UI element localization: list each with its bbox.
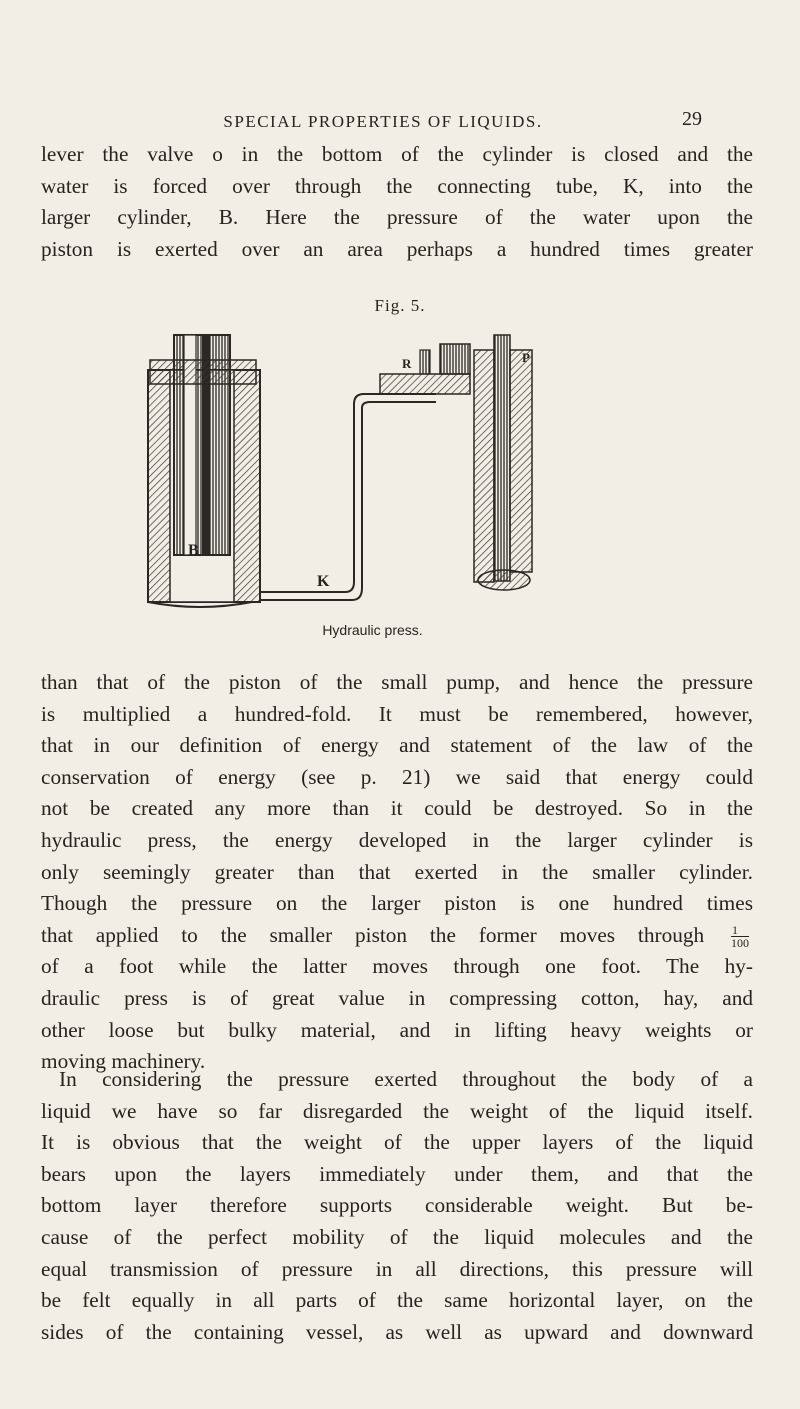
text-line: is multiplied a hundred-fold. It must be remembered, however, xyxy=(41,701,753,726)
text-line: equal transmission of pressure in all directions, this pressure will xyxy=(41,1256,753,1281)
text-line: not be created any more than it could be destroyed. So in the xyxy=(41,796,753,821)
paragraph-1 xyxy=(41,139,753,265)
text-line: bears upon the layers immediately under them, and that the xyxy=(41,1161,753,1186)
hydraulic-press-illustration xyxy=(140,330,580,620)
text-line: bottom layer therefore supports considerable weight. But be- xyxy=(41,1193,753,1218)
hydraulic-press-figure xyxy=(140,330,580,620)
label-p: P xyxy=(522,350,530,365)
figure-label: Fig. 5. xyxy=(374,296,426,315)
page-number: 29 xyxy=(682,108,702,130)
fraction-denominator: 100 xyxy=(731,936,750,951)
text-line: water is forced over through the connecting tube, K, into the xyxy=(41,173,753,198)
running-head: SPECIAL PROPERTIES OF LIQUIDS. xyxy=(223,112,543,131)
text-line: cause of the perfect mobility of the liquid molecules and the xyxy=(41,1224,753,1249)
fraction xyxy=(731,924,749,949)
text-line: piston is exerted over an area perhaps a hundred times greater xyxy=(41,236,753,261)
text-line: sides of the containing vessel, as well as upward and downward xyxy=(41,1319,753,1344)
label-k: K xyxy=(317,573,330,590)
text-line: lever the valve o in the bottom of the cylinder is closed and the xyxy=(41,142,753,166)
paragraph-2 xyxy=(41,667,753,1078)
text-line: that applied to the smaller piston the former moves through xyxy=(41,922,705,947)
text-line: be felt equally in all parts of the same horizontal layer, on the xyxy=(41,1288,753,1313)
text-line: liquid we have so far disregarded the weight of the liquid itself. xyxy=(41,1098,753,1123)
text-line: In considering the pressure exerted throughout the body of a xyxy=(59,1067,753,1091)
large-cylinder xyxy=(148,335,260,607)
text-line: hydraulic press, the energy developed in the larger cylinder is xyxy=(41,827,753,852)
text-line: that in our definition of energy and statement of the law of the xyxy=(41,733,753,758)
text-line: It is obvious that the weight of the upper layers of the liquid xyxy=(41,1130,753,1155)
connecting-tube xyxy=(260,394,436,600)
text-line: than that of the piston of the small pump, and hence the pressure xyxy=(41,670,753,694)
figure-caption: Hydraulic press. xyxy=(322,622,423,638)
small-pump xyxy=(380,335,532,590)
text-line-with-fraction xyxy=(41,920,753,952)
fraction-numerator: 1 xyxy=(731,924,749,937)
text-line: larger cylinder, B. Here the pressure of the water upon the xyxy=(41,205,753,230)
label-b: B xyxy=(188,542,199,559)
text-line: Though the pressure on the larger piston is one hundred times xyxy=(41,891,753,916)
text-line: moving machinery. xyxy=(41,1049,206,1074)
text-line: only seemingly greater than that exerted in the smaller cylinder. xyxy=(41,859,753,884)
label-r: R xyxy=(402,356,412,371)
text-line: draulic press is of great value in compressing cotton, hay, and xyxy=(41,985,753,1010)
text-line: conservation of energy (see p. 21) we said that energy could xyxy=(41,764,753,789)
text-line: of a foot while the latter moves through one foot. The hy- xyxy=(41,954,753,979)
paragraph-3 xyxy=(41,1064,753,1348)
text-line: other loose but bulky material, and in lifting heavy weights or xyxy=(41,1017,753,1042)
